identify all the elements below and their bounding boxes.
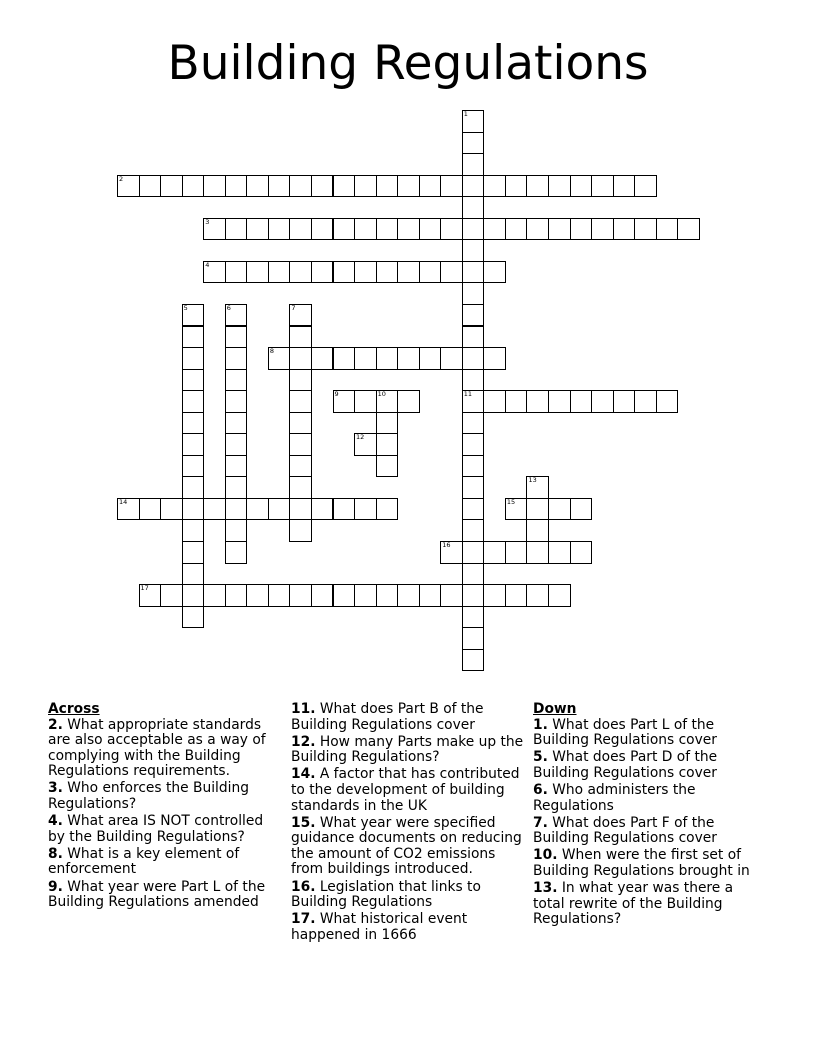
clue-number: 14. — [291, 766, 316, 783]
grid-cell[interactable] — [376, 390, 399, 413]
grid-cell[interactable] — [677, 218, 700, 241]
clue-text: Who administers the Regulations — [533, 781, 696, 814]
grid-cell[interactable] — [225, 390, 248, 413]
cell-number: 10 — [377, 390, 386, 399]
grid-cell[interactable] — [376, 261, 399, 284]
grid-cell[interactable] — [203, 218, 226, 241]
grid-cell[interactable] — [182, 390, 205, 413]
clue-item — [291, 767, 527, 814]
grid-cell[interactable] — [397, 218, 420, 241]
cell-number: 4 — [205, 260, 210, 269]
grid-cell[interactable] — [139, 498, 162, 521]
grid-cell[interactable] — [462, 498, 485, 521]
clue-item — [291, 816, 527, 878]
clue-number: 16. — [291, 878, 316, 895]
grid-cell[interactable] — [354, 584, 377, 607]
grid-cell[interactable] — [570, 175, 593, 198]
cell-number: 17 — [140, 584, 149, 593]
clue-text: A factor that has contributed to the development of building standards in the UK — [291, 766, 520, 814]
grid-cell[interactable] — [225, 326, 248, 349]
grid-cell[interactable] — [289, 369, 312, 392]
grid-cell[interactable] — [462, 326, 485, 349]
grid-cell[interactable] — [526, 498, 549, 521]
grid-cell[interactable] — [333, 261, 356, 284]
cell-number: 2 — [119, 174, 124, 183]
clue-number: 1. — [533, 716, 548, 733]
clue-number: 5. — [533, 749, 548, 766]
grid-cell[interactable] — [505, 498, 528, 521]
grid-cell[interactable] — [354, 218, 377, 241]
grid-cell[interactable] — [462, 433, 485, 456]
clue-item — [291, 880, 527, 911]
grid-cell[interactable] — [483, 175, 506, 198]
grid-cell[interactable] — [182, 584, 205, 607]
clue-text: What does Part B of the Building Regulations cover — [291, 701, 484, 733]
clue-text: What area IS NOT controlled by the Building Regulations? — [48, 813, 264, 845]
grid-cell[interactable] — [289, 498, 312, 521]
grid-cell[interactable] — [462, 519, 485, 542]
puzzle-title: Building Regulations — [167, 36, 649, 91]
grid-cell[interactable] — [225, 519, 248, 542]
grid-cell[interactable] — [225, 347, 248, 370]
grid-cell[interactable] — [419, 261, 442, 284]
grid-cell[interactable] — [268, 261, 291, 284]
cell-number: 6 — [226, 303, 231, 312]
grid-cell[interactable] — [397, 390, 420, 413]
clue-text: What historical event happened in 1666 — [291, 911, 468, 943]
down-clue-list — [533, 718, 769, 928]
clue-number: 12. — [291, 733, 316, 750]
grid-cell[interactable] — [225, 541, 248, 564]
cell-number: 11 — [463, 390, 473, 399]
grid-cell[interactable] — [440, 584, 463, 607]
grid-cell[interactable] — [656, 390, 679, 413]
grid-cell[interactable] — [354, 347, 377, 370]
grid-cell[interactable] — [225, 498, 248, 521]
grid-cell[interactable] — [333, 390, 356, 413]
grid-cell[interactable] — [419, 175, 442, 198]
grid-cell[interactable] — [419, 584, 442, 607]
grid-cell[interactable] — [462, 627, 485, 650]
clue-text: What does Part D of the Building Regulations cover — [533, 749, 718, 781]
grid-cell[interactable] — [462, 218, 485, 241]
grid-cell[interactable] — [246, 218, 269, 241]
grid-cell[interactable] — [182, 476, 205, 499]
grid-cell[interactable] — [462, 649, 485, 672]
grid-cell[interactable] — [462, 455, 485, 478]
grid-cell[interactable] — [570, 541, 593, 564]
clue-number: 9. — [48, 878, 63, 895]
clue-item — [291, 702, 527, 733]
grid-cell[interactable] — [289, 455, 312, 478]
grid-cell[interactable] — [634, 218, 657, 241]
grid-cell[interactable] — [483, 218, 506, 241]
grid-cell[interactable] — [397, 584, 420, 607]
grid-cell[interactable] — [440, 541, 463, 564]
grid-cell[interactable] — [570, 498, 593, 521]
grid-cell[interactable] — [526, 218, 549, 241]
grid-cell[interactable] — [182, 347, 205, 370]
grid-cell[interactable] — [354, 498, 377, 521]
clue-text: Who enforces the Building Regulations? — [48, 780, 249, 813]
cell-number: 14 — [119, 497, 128, 506]
grid-cell[interactable] — [160, 175, 183, 198]
grid-cell[interactable] — [462, 282, 485, 305]
grid-cell[interactable] — [505, 218, 528, 241]
grid-cell[interactable] — [505, 175, 528, 198]
grid-cell[interactable] — [268, 218, 291, 241]
down-heading: Down — [533, 701, 577, 717]
clue-text: What year were Part L of the Building Regulations amended — [48, 878, 266, 911]
grid-cell[interactable] — [526, 541, 549, 564]
grid-cell[interactable] — [311, 218, 334, 241]
grid-cell[interactable] — [182, 412, 205, 435]
grid-cell[interactable] — [246, 584, 269, 607]
cell-number: 13 — [528, 476, 537, 485]
grid-cell[interactable] — [462, 153, 485, 176]
grid-cell[interactable] — [505, 584, 528, 607]
grid-cell[interactable] — [289, 218, 312, 241]
grid-cell[interactable] — [117, 175, 140, 198]
grid-cell[interactable] — [613, 175, 636, 198]
clue-item — [291, 735, 527, 766]
clue-item — [291, 912, 527, 943]
grid-cell[interactable] — [311, 175, 334, 198]
grid-cell[interactable] — [462, 584, 485, 607]
clue-item — [48, 814, 284, 845]
grid-cell[interactable] — [289, 412, 312, 435]
grid-cell[interactable] — [462, 369, 485, 392]
clue-number: 2. — [48, 716, 63, 733]
grid-cell[interactable] — [548, 390, 571, 413]
grid-cell[interactable] — [268, 498, 291, 521]
grid-cell[interactable] — [462, 563, 485, 586]
grid-cell[interactable] — [591, 175, 614, 198]
grid-cell[interactable] — [117, 498, 140, 521]
grid-cell[interactable] — [289, 519, 312, 542]
grid-cell[interactable] — [182, 519, 205, 542]
cell-number: 7 — [291, 303, 296, 312]
grid-cell[interactable] — [333, 347, 356, 370]
grid-cell[interactable] — [591, 390, 614, 413]
grid-cell[interactable] — [376, 218, 399, 241]
cell-number: 3 — [205, 217, 210, 226]
grid-cell[interactable] — [246, 175, 269, 198]
clue-number: 13. — [533, 880, 558, 897]
cell-number: 5 — [183, 303, 188, 312]
grid-cell[interactable] — [289, 390, 312, 413]
grid-cell[interactable] — [225, 455, 248, 478]
grid-cell[interactable] — [526, 584, 549, 607]
grid-cell[interactable] — [462, 239, 485, 262]
grid-cell[interactable] — [505, 390, 528, 413]
across-heading: Across — [48, 701, 100, 717]
across-clue-list — [48, 718, 284, 911]
grid-cell[interactable] — [225, 412, 248, 435]
grid-cell[interactable] — [225, 584, 248, 607]
grid-cell[interactable] — [505, 541, 528, 564]
grid-cell[interactable] — [182, 433, 205, 456]
grid-cell[interactable] — [182, 369, 205, 392]
grid-cell[interactable] — [526, 476, 549, 499]
grid-cell[interactable] — [289, 326, 312, 349]
grid-cell[interactable] — [354, 261, 377, 284]
grid-cell[interactable] — [354, 433, 377, 456]
clue-number: 7. — [533, 814, 548, 831]
grid-cell[interactable] — [289, 175, 312, 198]
clue-number: 11. — [291, 701, 316, 717]
clue-text: What does Part L of the Building Regulations cover — [533, 716, 717, 749]
grid-cell[interactable] — [440, 261, 463, 284]
grid-cell[interactable] — [333, 498, 356, 521]
grid-cell[interactable] — [462, 606, 485, 629]
clue-item — [533, 718, 769, 749]
grid-cell[interactable] — [376, 412, 399, 435]
grid-cell[interactable] — [139, 175, 162, 198]
grid-cell[interactable] — [268, 347, 291, 370]
clue-text: How many Parts make up the Building Regulations? — [291, 733, 524, 766]
clue-text: Legislation that links to Building Regulations — [291, 878, 481, 911]
grid-cell[interactable] — [182, 498, 205, 521]
grid-cell[interactable] — [289, 476, 312, 499]
grid-cell[interactable] — [462, 347, 485, 370]
clue-item — [48, 718, 284, 780]
grid-cell[interactable] — [376, 175, 399, 198]
clue-item — [533, 750, 769, 781]
grid-cell[interactable] — [548, 541, 571, 564]
clue-number: 4. — [48, 813, 63, 830]
grid-cell[interactable] — [376, 584, 399, 607]
grid-cell[interactable] — [376, 498, 399, 521]
grid-cell[interactable] — [526, 175, 549, 198]
grid-cell[interactable] — [526, 390, 549, 413]
grid-cell[interactable] — [354, 175, 377, 198]
clue-number: 17. — [291, 911, 316, 928]
clues-down-column — [533, 702, 769, 929]
grid-cell[interactable] — [182, 541, 205, 564]
grid-cell[interactable] — [225, 218, 248, 241]
grid-cell[interactable] — [440, 347, 463, 370]
grid-cell[interactable] — [289, 261, 312, 284]
cell-number: 9 — [334, 390, 339, 399]
cell-number: 16 — [442, 541, 451, 549]
grid-cell[interactable] — [289, 584, 312, 607]
cell-number: 1 — [463, 110, 468, 118]
grid-cell[interactable] — [160, 584, 183, 607]
grid-cell[interactable] — [289, 304, 312, 327]
grid-cell[interactable] — [376, 433, 399, 456]
clue-text: What year were specified guidance documents on reducing the amount of CO2 emissions from buildings introduced. — [291, 814, 522, 878]
grid-cell[interactable] — [462, 412, 485, 435]
grid-cell[interactable] — [311, 347, 334, 370]
grid-cell[interactable] — [225, 304, 248, 327]
grid-cell[interactable] — [225, 476, 248, 499]
clue-item — [533, 848, 769, 879]
grid-cell[interactable] — [440, 218, 463, 241]
grid-cell[interactable] — [397, 347, 420, 370]
cell-number: 15 — [506, 497, 516, 506]
clues-across-continued-column — [291, 702, 527, 945]
cell-number: 12 — [356, 433, 365, 442]
grid-cell[interactable] — [613, 218, 636, 241]
across-clue-list-continued — [291, 702, 527, 943]
grid-cell[interactable] — [225, 369, 248, 392]
grid-cell[interactable] — [462, 541, 485, 564]
grid-cell[interactable] — [203, 584, 226, 607]
grid-cell[interactable] — [462, 196, 485, 219]
clue-number: 3. — [48, 780, 63, 797]
clue-number: 8. — [48, 845, 63, 862]
grid-cell[interactable] — [548, 218, 571, 241]
grid-cell[interactable] — [462, 390, 485, 413]
grid-cell[interactable] — [225, 433, 248, 456]
clue-number: 10. — [533, 847, 558, 864]
grid-cell[interactable] — [160, 498, 183, 521]
cell-number: 8 — [269, 347, 274, 356]
clue-text: What does Part F of the Building Regulations cover — [533, 814, 717, 847]
clue-text: What is a key element of enforcement — [48, 845, 240, 878]
clue-number: 15. — [291, 814, 316, 831]
grid-cell[interactable] — [376, 347, 399, 370]
grid-cell[interactable] — [246, 498, 269, 521]
grid-cell[interactable] — [376, 455, 399, 478]
grid-cell[interactable] — [268, 584, 291, 607]
grid-cell[interactable] — [268, 175, 291, 198]
grid-cell[interactable] — [483, 541, 506, 564]
grid-cell[interactable] — [462, 261, 485, 284]
clue-item — [48, 847, 284, 878]
grid-cell[interactable] — [225, 175, 248, 198]
grid-cell[interactable] — [311, 261, 334, 284]
grid-cell[interactable] — [548, 175, 571, 198]
clue-number: 6. — [533, 781, 548, 798]
grid-cell[interactable] — [570, 390, 593, 413]
grid-cell[interactable] — [182, 326, 205, 349]
grid-cell[interactable] — [182, 606, 205, 629]
grid-cell[interactable] — [333, 175, 356, 198]
grid-cell[interactable] — [483, 261, 506, 284]
grid-cell[interactable] — [203, 261, 226, 284]
clue-item — [533, 816, 769, 847]
clue-text: In what year was there a total rewrite of the Building Regulations? — [533, 880, 734, 928]
grid-cell[interactable] — [462, 132, 485, 155]
clue-item — [48, 880, 284, 911]
clue-item — [533, 881, 769, 928]
grid-cell[interactable] — [289, 433, 312, 456]
grid-cell[interactable] — [462, 110, 485, 133]
grid-cell[interactable] — [548, 498, 571, 521]
clue-text: When were the first set of Building Regulations brought in — [533, 847, 750, 879]
grid-cell[interactable] — [419, 218, 442, 241]
grid-cell[interactable] — [462, 175, 485, 198]
grid-cell[interactable] — [203, 175, 226, 198]
clue-item — [533, 783, 769, 814]
grid-cell[interactable] — [182, 563, 205, 586]
grid-cell[interactable] — [311, 584, 334, 607]
clues-across-column — [48, 702, 284, 912]
clue-item — [48, 781, 284, 812]
grid-cell[interactable] — [548, 584, 571, 607]
grid-cell[interactable] — [656, 218, 679, 241]
grid-cell[interactable] — [182, 304, 205, 327]
grid-cell[interactable] — [182, 455, 205, 478]
grid-cell[interactable] — [203, 498, 226, 521]
grid-cell[interactable] — [440, 175, 463, 198]
grid-cell[interactable] — [613, 390, 636, 413]
grid-cell[interactable] — [483, 584, 506, 607]
grid-cell[interactable] — [289, 347, 312, 370]
grid-cell[interactable] — [225, 261, 248, 284]
grid-cell[interactable] — [634, 175, 657, 198]
grid-cell[interactable] — [333, 584, 356, 607]
clue-text: What appropriate standards are also acceptable as a way of complying with the Building Regulations requirements. — [48, 716, 266, 780]
grid-cell[interactable] — [483, 390, 506, 413]
grid-cell[interactable] — [591, 218, 614, 241]
grid-cell[interactable] — [182, 175, 205, 198]
grid-cell[interactable] — [311, 498, 334, 521]
grid-cell[interactable] — [354, 390, 377, 413]
grid-cell[interactable] — [333, 218, 356, 241]
grid-cell[interactable] — [570, 218, 593, 241]
grid-cell[interactable] — [526, 519, 549, 542]
grid-cell[interactable] — [634, 390, 657, 413]
grid-cell[interactable] — [462, 304, 485, 327]
grid-cell[interactable] — [397, 261, 420, 284]
grid-cell[interactable] — [397, 175, 420, 198]
grid-cell[interactable] — [139, 584, 162, 607]
grid-cell[interactable] — [462, 476, 485, 499]
grid-cell[interactable] — [419, 347, 442, 370]
grid-cell[interactable] — [246, 261, 269, 284]
grid-cell[interactable] — [483, 347, 506, 370]
